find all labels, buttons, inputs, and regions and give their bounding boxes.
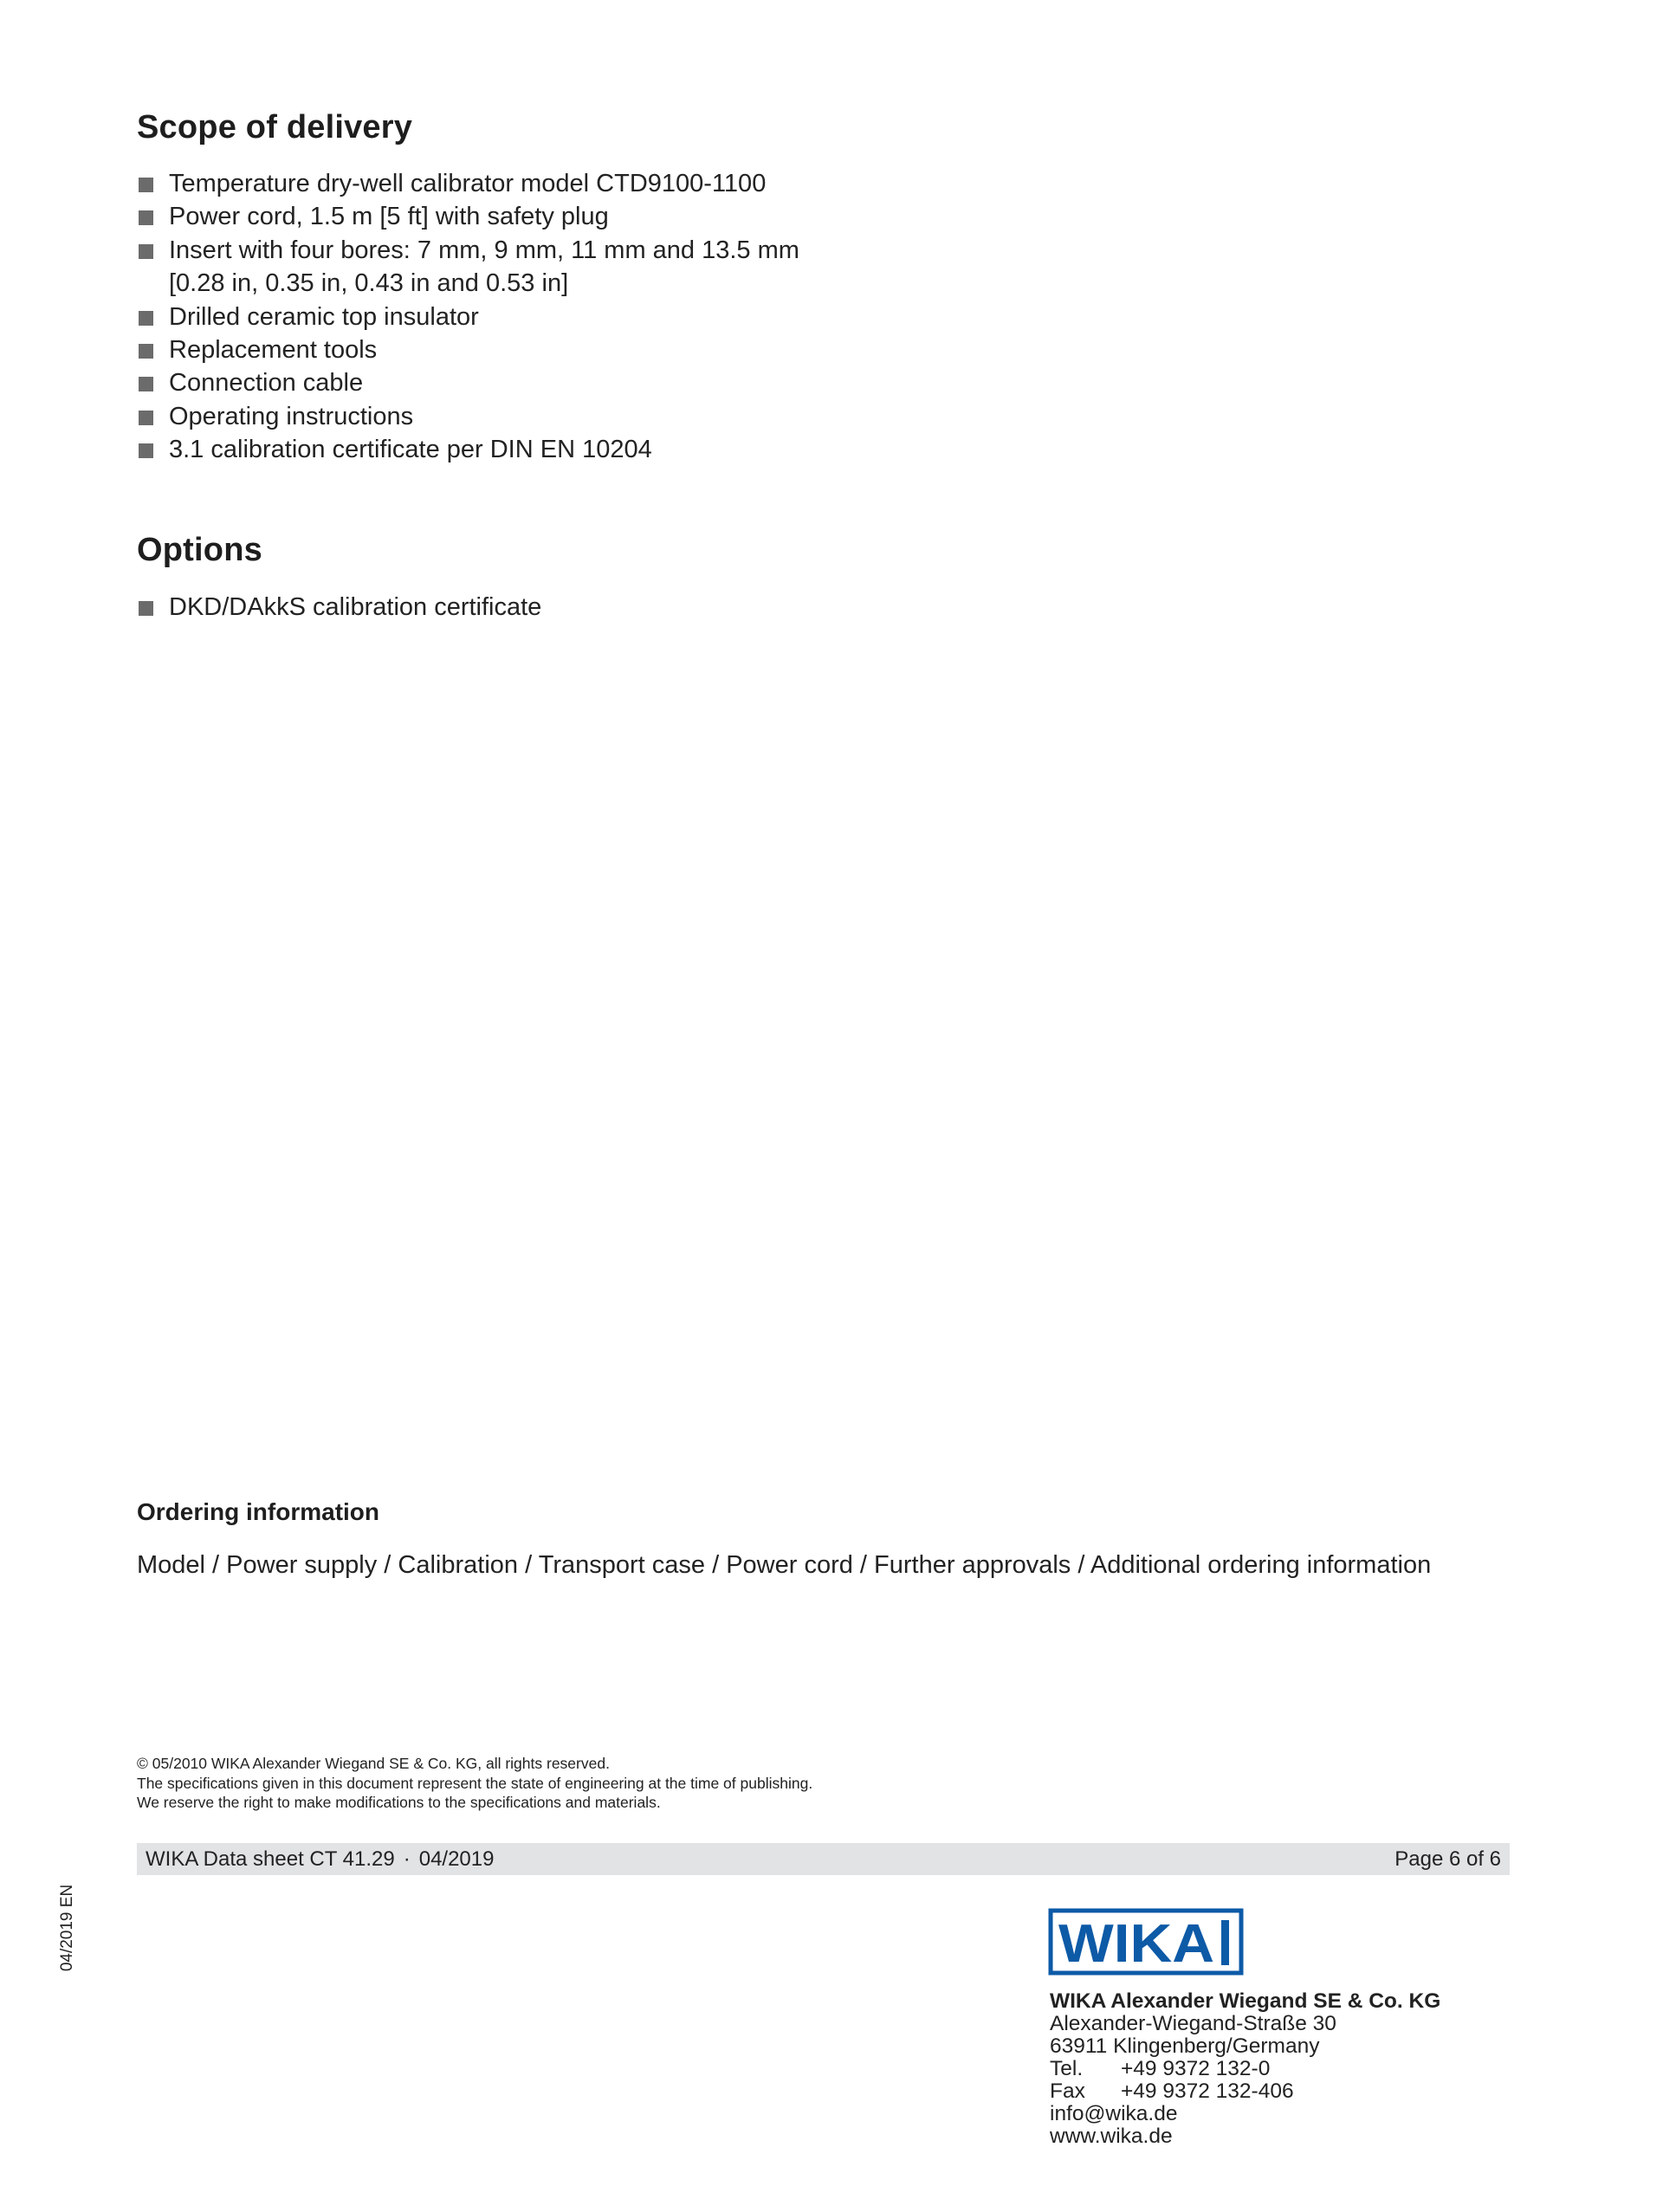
- tel-number: +49 9372 132-0: [1121, 2057, 1271, 2080]
- list-item: [137, 591, 541, 624]
- company-city: 63911 Klingenberg/Germany: [1050, 2034, 1320, 2058]
- company-street: Alexander-Wiegand-Straße 30: [1050, 2012, 1336, 2035]
- list-item-text: Operating instructions: [169, 402, 414, 430]
- footer-bar: [137, 1843, 1510, 1875]
- wika-logo: [1048, 1908, 1244, 1976]
- scope-heading: Scope of delivery: [137, 109, 413, 146]
- footer-separator: ·: [403, 1847, 411, 1871]
- company-name: WIKA Alexander Wiegand SE & Co. KG: [1050, 1989, 1441, 2013]
- bullet-square-icon: [139, 443, 153, 458]
- list-item: [137, 433, 799, 466]
- list-item-text: Drilled ceramic top insulator: [169, 302, 479, 331]
- list-item-text: Replacement tools: [169, 336, 378, 365]
- bullet-square-icon: [139, 377, 153, 391]
- bullet-square-icon: [139, 244, 153, 259]
- logo-text: WIKA: [1058, 1914, 1214, 1974]
- company-address: [1050, 1990, 1440, 2148]
- logo-bar: [1221, 1920, 1229, 1965]
- bullet-square-icon: [139, 311, 153, 326]
- datasheet-number: WIKA Data sheet CT 41.29: [146, 1847, 395, 1871]
- scope-list: [137, 167, 799, 467]
- list-item-text: DKD/DAkkS calibration certificate: [169, 593, 542, 621]
- footer-datasheet-info: [146, 1847, 494, 1872]
- bullet-square-icon: [139, 178, 153, 192]
- list-item: [137, 400, 799, 433]
- options-heading: Options: [137, 532, 262, 568]
- datasheet-date: 04/2019: [418, 1847, 495, 1871]
- side-date-text: 04/2019 EN: [58, 1884, 76, 1972]
- options-list: [137, 591, 541, 624]
- list-item-continuation: [0.28 in, 0.35 in, 0.43 in and 0.53 in]: [169, 269, 569, 298]
- copyright-line: We reserve the right to make modifications to the specifications and materials.: [137, 1794, 661, 1811]
- list-item-text: Insert with four bores: 7 mm, 9 mm, 11 mm and 13.5 mm: [169, 236, 799, 264]
- tel-label: Tel.: [1050, 2057, 1084, 2080]
- ordering-text: Model / Power supply / Calibration / Transport case / Power cord / Further approvals / Additional ordering information: [137, 1551, 1432, 1579]
- list-item: [137, 167, 799, 200]
- list-item: [137, 301, 799, 333]
- company-tel: [1050, 2058, 1440, 2080]
- list-item: [137, 366, 799, 399]
- page-number: Page 6 of 6: [1394, 1847, 1501, 1871]
- list-item: [137, 333, 799, 366]
- list-item-text: 3.1 calibration certificate per DIN EN 10204: [169, 436, 652, 464]
- list-item-text: Power cord, 1.5 m [5 ft] with safety plug: [169, 203, 609, 231]
- list-item-text: Connection cable: [169, 369, 364, 398]
- copyright-line: The specifications given in this document represent the state of engineering at the time of publishing.: [137, 1774, 813, 1792]
- fax-number: +49 9372 132-406: [1121, 2079, 1294, 2103]
- bullet-square-icon: [139, 601, 153, 616]
- company-website: www.wika.de: [1050, 2125, 1173, 2148]
- bullet-square-icon: [139, 210, 153, 225]
- company-email: info@wika.de: [1050, 2102, 1178, 2125]
- bullet-square-icon: [139, 344, 153, 359]
- list-item-text: Temperature dry-well calibrator model CTD9100-1100: [169, 170, 767, 197]
- fax-label: Fax: [1050, 2079, 1085, 2103]
- list-item: [137, 234, 799, 301]
- bullet-square-icon: [139, 411, 153, 425]
- company-fax: [1050, 2080, 1440, 2103]
- list-item: [137, 200, 799, 233]
- copyright-line: © 05/2010 WIKA Alexander Wiegand SE & Co. KG, all rights reserved.: [137, 1755, 610, 1772]
- ordering-title: Ordering information: [137, 1498, 379, 1525]
- copyright-notice: [137, 1754, 812, 1813]
